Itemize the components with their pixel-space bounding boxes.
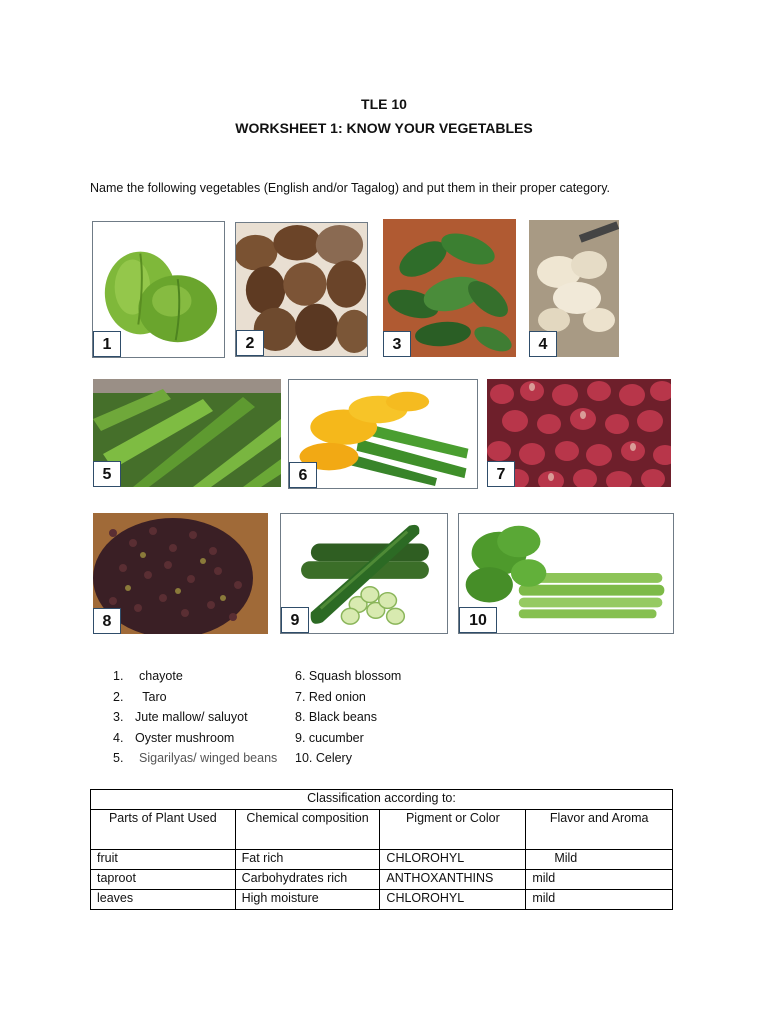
list-item: 9. cucumber (295, 730, 364, 745)
worksheet-title: WORKSHEET 1: KNOW YOUR VEGETABLES (235, 120, 533, 136)
photo-taro (235, 222, 368, 357)
answer-list-right (295, 666, 401, 769)
winged-beans-illustration (93, 379, 281, 487)
table-cell: Fat rich (235, 850, 380, 870)
table-cell: Carbohydrates rich (235, 870, 380, 890)
photo-jute-mallow (383, 219, 516, 357)
list-item: 3. Jute mallow/ saluyot (113, 710, 248, 724)
table-caption: Classification according to: (91, 790, 673, 810)
photo-number: 10 (459, 607, 497, 633)
photo-number: 7 (487, 461, 515, 487)
answer-list-left (113, 666, 277, 769)
list-item: 10. Celery (295, 751, 352, 765)
photo-number: 3 (383, 331, 411, 357)
table-cell: Mild (526, 850, 673, 870)
table-row (91, 890, 673, 910)
photo-red-onion (487, 379, 671, 487)
table-row (91, 850, 673, 870)
list-item: 6. Squash blossom (295, 669, 402, 683)
table-cell: CHLOROHYL (380, 890, 526, 910)
photo-number: 5 (93, 461, 121, 487)
photo-number: 6 (289, 462, 317, 488)
table-cell: mild (526, 890, 673, 910)
photo-winged-beans (93, 379, 281, 487)
photo-number: 1 (93, 331, 121, 357)
table-cell: mild (526, 870, 673, 890)
list-item: 7. Red onion (295, 689, 366, 704)
list-item: 8. Black beans (295, 710, 377, 724)
table-row (91, 870, 673, 890)
list-item: 5. Sigarilyas/ winged beans (113, 751, 278, 765)
table-cell: ANTHOXANTHINS (380, 870, 526, 890)
photo-oyster-mushroom (529, 220, 619, 357)
column-header: Chemical composition (235, 810, 380, 850)
table-cell: High moisture (235, 890, 380, 910)
photo-squash-blossom (288, 379, 478, 489)
table-cell: leaves (91, 890, 236, 910)
instructions: Name the following vegetables (English and/or Tagalog) and put them in their proper category. (90, 181, 610, 195)
list-item: 1. chayote (113, 669, 183, 683)
squash-blossom-illustration (289, 380, 477, 488)
photo-number: 8 (93, 608, 121, 634)
column-header: Parts of Plant Used (91, 810, 236, 850)
photo-number: 4 (529, 331, 557, 357)
photo-number: 2 (236, 330, 264, 356)
course-title: TLE 10 (361, 96, 407, 112)
list-item: 2. Taro (113, 689, 167, 704)
column-header: Pigment or Color (380, 810, 526, 850)
photo-cucumber (280, 513, 448, 634)
photo-celery (458, 513, 674, 634)
table-cell: fruit (91, 850, 236, 870)
table-cell: CHLOROHYL (380, 850, 526, 870)
photo-black-beans (93, 513, 268, 634)
table-cell: taproot (91, 870, 236, 890)
column-header: Flavor and Aroma (526, 810, 673, 850)
list-item: 4. Oyster mushroom (113, 730, 235, 745)
classification-table (90, 789, 673, 910)
photo-number: 9 (281, 607, 309, 633)
photo-chayote (92, 221, 225, 358)
